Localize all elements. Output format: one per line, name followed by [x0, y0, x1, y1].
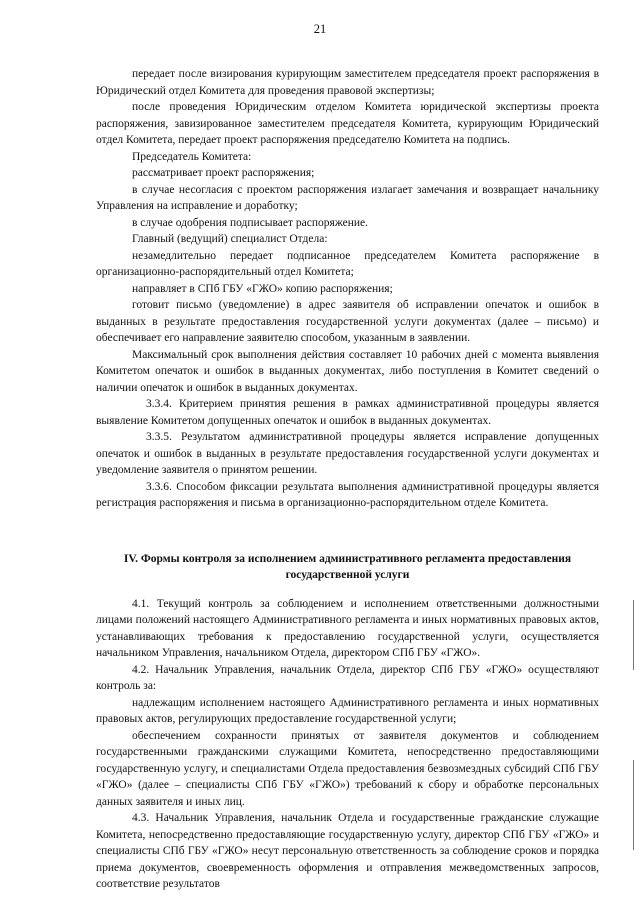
paragraph: направляет в СПб ГБУ «ГЖО» копию распоряжения; [132, 282, 393, 295]
paragraph: рассматривает проект распоряжения; [132, 167, 315, 179]
paragraph: после проведения Юридическим отделом Комитета юридической экспертизы проекта распоряжения, завизированное заместителем председателя Комитета, курирующим Юридический отдел Комитета, передает проект распоряжения председателю Комитета на подпись. [96, 101, 599, 146]
paragraph: в случае несогласия с проектом распоряжения излагает замечания и возвращает начальнику Управления на исправление и доработку; [96, 183, 599, 212]
margin-line [633, 760, 634, 850]
paragraph: в случае одобрения подписывает распоряжение. [132, 216, 369, 229]
paragraph: незамедлительно передает подписанное председателем Комитета распоряжение в организационно-распорядительный отдел Комитета; [96, 249, 599, 278]
paragraph: 3.3.5. Результатом административной процедуры является исправление допущенных опечаток и ошибок в выданных в результате предоставления государственной услуги документах и уведомление заявителя о принятом решении. [96, 431, 599, 476]
paragraph: Главный (ведущий) специалист Отдела: [132, 233, 328, 245]
paragraph: передает после визирования курирующим заместителем председателя проект распоряжения в Юридический отдел Комитета для проведения правовой экспертизы; [96, 68, 599, 97]
paragraph: 4.3. Начальник Управления, начальник Отдела и государственные гражданские служащие Комитета, непосредственно предоставляющие государственную услугу, директор СПб ГБУ «ГЖО» и специалисты СПб ГБУ «ГЖО» несут персональную ответственность за соблюдение сроков и порядка приема документов, своевременность оформления и отправления межведомственных запросов, соответствие результатов [96, 812, 599, 890]
document-body [96, 66, 599, 893]
paragraph: обеспечением сохранности принятых от заявителя документов и соблюдением государственными гражданскими служащими Комитета, непосредственно предоставляющими государственную услугу, и специалистами Отдела предоставления безвозмездных субсидий СПб ГБУ «ГЖО» (далее – специалисты СПб ГБУ «ГЖО») требований к сбору и обработке персональных данных заявителя и иных лиц. [96, 729, 599, 808]
paragraph: 3.3.4. Критерием принятия решения в рамках административной процедуры является выявление Комитетом допущенных опечаток и ошибок в выданных документах. [96, 398, 599, 427]
paragraph: Максимальный срок выполнения действия составляет 10 рабочих дней с момента выявления Комитетом опечаток и ошибок в выданных документах, либо поступления в Комитет сведений о наличии опечаток и ошибок в выданных документах. [96, 348, 599, 394]
page-number: 21 [313, 22, 327, 36]
paragraph: 4.1. Текущий контроль за соблюдением и исполнением ответственными должностными лицами положений настоящего Административного регламента и иных нормативных правовых актов, устанавливающих требования к предоставлению государственной услуги, осуществляется начальником Управления, начальником Отдела, директором СПб ГБУ «ГЖО». [96, 597, 599, 659]
paragraph: Председатель Комитета: [132, 150, 252, 163]
paragraph: 4.2. Начальник Управления, начальник Отдела, директор СПб ГБУ «ГЖО» осуществляют контроль за: [96, 663, 599, 692]
paragraph: 3.3.6. Способом фиксации результата выполнения административной процедуры является регистрация распоряжения и письма в организационно-распорядительном отделе Комитета. [96, 480, 599, 509]
margin-line [633, 600, 634, 670]
paragraph: надлежащим исполнением настоящего Административного регламента и иных нормативных правовых актов, регулирующих предоставление государственной услуги; [96, 696, 599, 725]
paragraph: готовит письмо (уведомление) в адрес заявителя об исправлении опечаток и ошибок в выданных в результате предоставления государственной услуги документах (далее – письмо) и обеспечивает его направление заявителю способом, указанным в заявлении. [96, 299, 599, 344]
section-heading: IV. Формы контроля за исполнением административного регламента предоставления государственной услуги [123, 552, 572, 581]
